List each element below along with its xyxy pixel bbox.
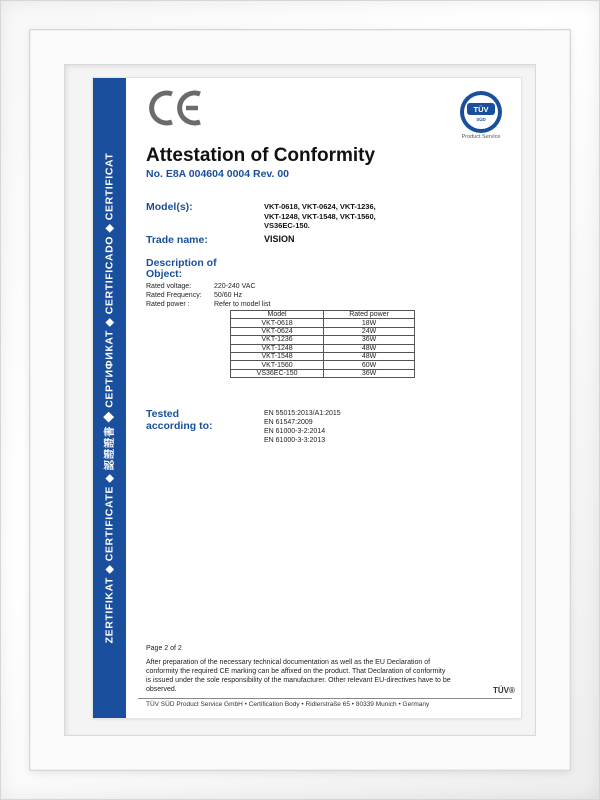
- standards-list: [264, 409, 341, 445]
- tested-label-line-2: according to:: [146, 420, 213, 432]
- table-cell-model: VKT-0618: [231, 319, 324, 327]
- standard-item: EN 61000-3-3:2013: [264, 437, 326, 444]
- table-row: [231, 369, 415, 377]
- table-cell-model: VKT-1236: [231, 336, 324, 344]
- footer-line-4: observed.: [146, 686, 177, 693]
- certificate-document: [93, 78, 521, 718]
- models-line-1: VKT-0618, VKT-0624, VKT-1236,: [264, 202, 376, 211]
- ce-mark-logo: [146, 88, 206, 128]
- description-label: [146, 258, 217, 280]
- table-cell-power: 36W: [324, 336, 415, 344]
- table-cell-power: 18W: [324, 319, 415, 327]
- table-row: [231, 361, 415, 369]
- side-band: [93, 78, 126, 718]
- rated-power-key: Rated power :: [146, 301, 190, 308]
- certificate-number: No. E8A 004604 0004 Rev. 00: [146, 168, 290, 180]
- rated-frequency-row: [146, 291, 270, 300]
- footer-line-3: is issued under the sole responsibility of the manufacturer. Other relevant EU-directives have to be: [146, 677, 451, 684]
- svg-text:TÜV: TÜV: [473, 105, 489, 114]
- tuv-caption: Product Service: [461, 134, 501, 140]
- models-value: [264, 202, 484, 231]
- tested-label: [146, 408, 213, 432]
- footer-divider: [138, 698, 512, 699]
- rated-power-value: Refer to model list: [214, 301, 271, 308]
- models-line-2: VKT-1248, VKT-1548, VKT-1560,: [264, 211, 376, 221]
- rated-frequency-key: Rated Frequency:: [146, 292, 202, 299]
- tuv-sud-logo: [459, 90, 503, 134]
- models-line-3: VS36EC-150.: [264, 221, 310, 230]
- table-cell-model: VKT-1548: [231, 352, 324, 360]
- table-row: [231, 327, 415, 335]
- trade-name-label: Trade name:: [146, 234, 208, 246]
- table-cell-power: 36W: [324, 369, 415, 377]
- table-row: [231, 336, 415, 344]
- table-header-model: Model: [231, 311, 324, 319]
- footer-line-1: After preparation of the necessary technical documentation as well as the EU Declaration of: [146, 659, 431, 666]
- table-header-row: [231, 311, 415, 319]
- table-row: [231, 344, 415, 352]
- issuer-address: TÜV SÜD Product Service GmbH • Certification Body • Ridlerstraße 65 • 80339 Munich • Germany: [146, 701, 430, 708]
- rated-frequency-value: 50/60 Hz: [214, 292, 243, 299]
- rated-voltage-key: Rated voltage:: [146, 283, 192, 290]
- footer-statement: [146, 658, 486, 694]
- trade-name-value: VISION: [264, 234, 295, 244]
- table-cell-model: VKT-0624: [231, 327, 324, 335]
- tested-label-line-1: Tested: [146, 408, 180, 420]
- table-cell-model: VKT-1560: [231, 361, 324, 369]
- tuv-registered-mark: TÜV®: [493, 686, 515, 695]
- table-cell-power: 48W: [324, 344, 415, 352]
- rated-values: [146, 282, 270, 309]
- rated-power-row: [146, 300, 270, 309]
- table-cell-power: 24W: [324, 327, 415, 335]
- table-header-power: Rated power: [324, 311, 415, 319]
- footer-line-2: conformity the required CE marking can be affixed on the product. That Declaration of conformity: [146, 668, 446, 675]
- document-title: Attestation of Conformity: [146, 145, 376, 166]
- rated-voltage-value: 220-240 VAC: [214, 283, 256, 290]
- page-number: Page 2 of 2: [146, 645, 182, 652]
- description-label-line-1: Description of: [146, 257, 217, 269]
- table-cell-power: 60W: [324, 361, 415, 369]
- side-band-text: ZERTIFIKAT ◆ CERTIFICATE ◆ 認證證書 ◆ СЕРТИФИКАТ ◆ CERTIFICADO ◆ CERTIFICAT: [103, 152, 116, 644]
- svg-text:SÜD: SÜD: [476, 117, 486, 122]
- model-power-table: [230, 310, 415, 378]
- models-label: Model(s):: [146, 201, 193, 213]
- table-row: [231, 319, 415, 327]
- table-cell-model: VS36EC-150: [231, 369, 324, 377]
- description-label-line-2: Object:: [146, 268, 183, 280]
- standard-item: EN 61000-3-2:2014: [264, 428, 326, 435]
- table-cell-power: 48W: [324, 352, 415, 360]
- standard-item: EN 55015:2013/A1:2015: [264, 410, 341, 417]
- table-row: [231, 352, 415, 360]
- rated-voltage-row: [146, 282, 270, 291]
- standard-item: EN 61547:2009: [264, 419, 313, 426]
- table-cell-model: VKT-1248: [231, 344, 324, 352]
